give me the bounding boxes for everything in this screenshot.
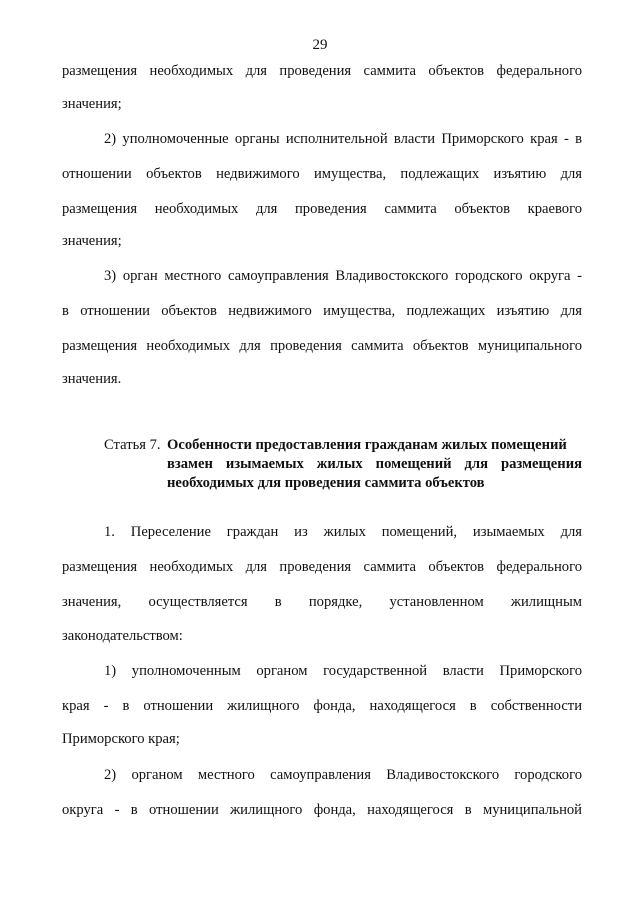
text-line: значения.	[62, 371, 122, 387]
text-line: Приморского края;	[62, 731, 180, 747]
article-title-line: необходимых для проведения саммита объектов	[167, 475, 485, 491]
text-line: размещения необходимых для проведения саммита объектов федерального	[62, 63, 582, 79]
text-line: 2) уполномоченные органы исполнительной власти Приморского края - в	[104, 131, 582, 147]
text-line: размещения необходимых для проведения саммита объектов муниципального	[62, 338, 582, 354]
text-line: отношении объектов недвижимого имущества, подлежащих изъятию для	[62, 166, 582, 182]
text-line: размещения необходимых для проведения саммита объектов краевого	[62, 201, 582, 217]
text-line: края - в отношении жилищного фонда, находящегося в собственности	[62, 698, 582, 714]
text-line: 2) органом местного самоуправления Владивостокского городского	[104, 767, 582, 783]
text-line: округа - в отношении жилищного фонда, находящегося в муниципальной	[62, 802, 582, 818]
text-line: размещения необходимых для проведения саммита объектов федерального	[62, 559, 582, 575]
text-line: значения;	[62, 96, 122, 112]
text-line: значения, осуществляется в порядке, установленном жилищным	[62, 594, 582, 610]
text-line: 1. Переселение граждан из жилых помещений, изымаемых для	[104, 524, 582, 540]
page-number: 29	[312, 37, 328, 53]
text-line: законодательством:	[62, 628, 183, 644]
text-line: в отношении объектов недвижимого имущества, подлежащих изъятию для	[62, 303, 582, 319]
article-number: Статья 7.	[104, 437, 161, 453]
text-line: 3) орган местного самоуправления Владивостокского городского округа -	[104, 268, 582, 284]
article-title-line: взамен изымаемых жилых помещений для размещения	[167, 456, 582, 472]
text-line: значения;	[62, 233, 122, 249]
text-line: 1) уполномоченным органом государственной власти Приморского	[104, 663, 582, 679]
article-title-line: Особенности предоставления гражданам жилых помещений	[167, 437, 567, 453]
